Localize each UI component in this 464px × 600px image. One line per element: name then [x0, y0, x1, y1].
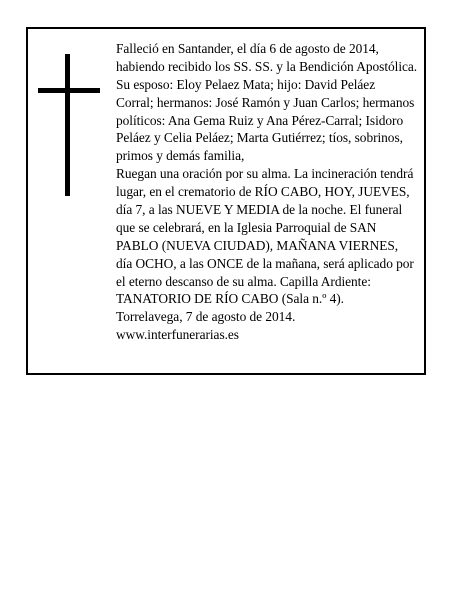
- notice-line: primos y demás familia,: [116, 148, 245, 164]
- notice-line: políticos: Ana Gema Ruiz y Ana Pérez-Carral; Isidoro: [116, 112, 404, 128]
- cross-icon: [38, 54, 100, 196]
- cross-horizontal-bar: [38, 88, 100, 93]
- notice-line: habiendo recibido los SS. SS. y la Bendición Apostólica.: [116, 58, 418, 74]
- notice-line: Peláez y Celia Peláez; Marta Gutiérrez; tíos, sobrinos,: [116, 130, 403, 146]
- notice-line: día OCHO, a las ONCE de la mañana, será aplicado por: [116, 255, 414, 271]
- notice-line: PABLO (NUEVA CIUDAD), MAÑANA VIERNES,: [116, 237, 399, 253]
- notice-line: Corral; hermanos: José Ramón y Juan Carlos; hermanos: [116, 94, 415, 110]
- obituary-text: [116, 40, 426, 344]
- notice-line: Su esposo: Eloy Pelaez Mata; hijo: David Peláez: [116, 76, 376, 92]
- notice-line: Ruegan una oración por su alma. La incineración tendrá: [116, 166, 414, 182]
- notice-line: Falleció en Santander, el día 6 de agosto de 2014,: [116, 41, 379, 56]
- cross-vertical-bar: [65, 54, 70, 196]
- notice-line: que se celebrará, en la Iglesia Parroquial de SAN: [116, 219, 377, 235]
- notice-line: Torrelavega, 7 de agosto de 2014.: [116, 309, 296, 325]
- notice-line: TANATORIO DE RÍO CABO (Sala n.º 4).: [116, 291, 344, 307]
- website-link-text: www.interfunerarias.es: [116, 327, 239, 343]
- notice-line: día 7, a las NUEVE Y MEDIA de la noche. El funeral: [116, 202, 403, 218]
- notice-line: el eterno descanso de su alma. Capilla Ardiente:: [116, 273, 371, 289]
- notice-line: lugar, en el crematorio de RÍO CABO, HOY, JUEVES,: [116, 184, 410, 200]
